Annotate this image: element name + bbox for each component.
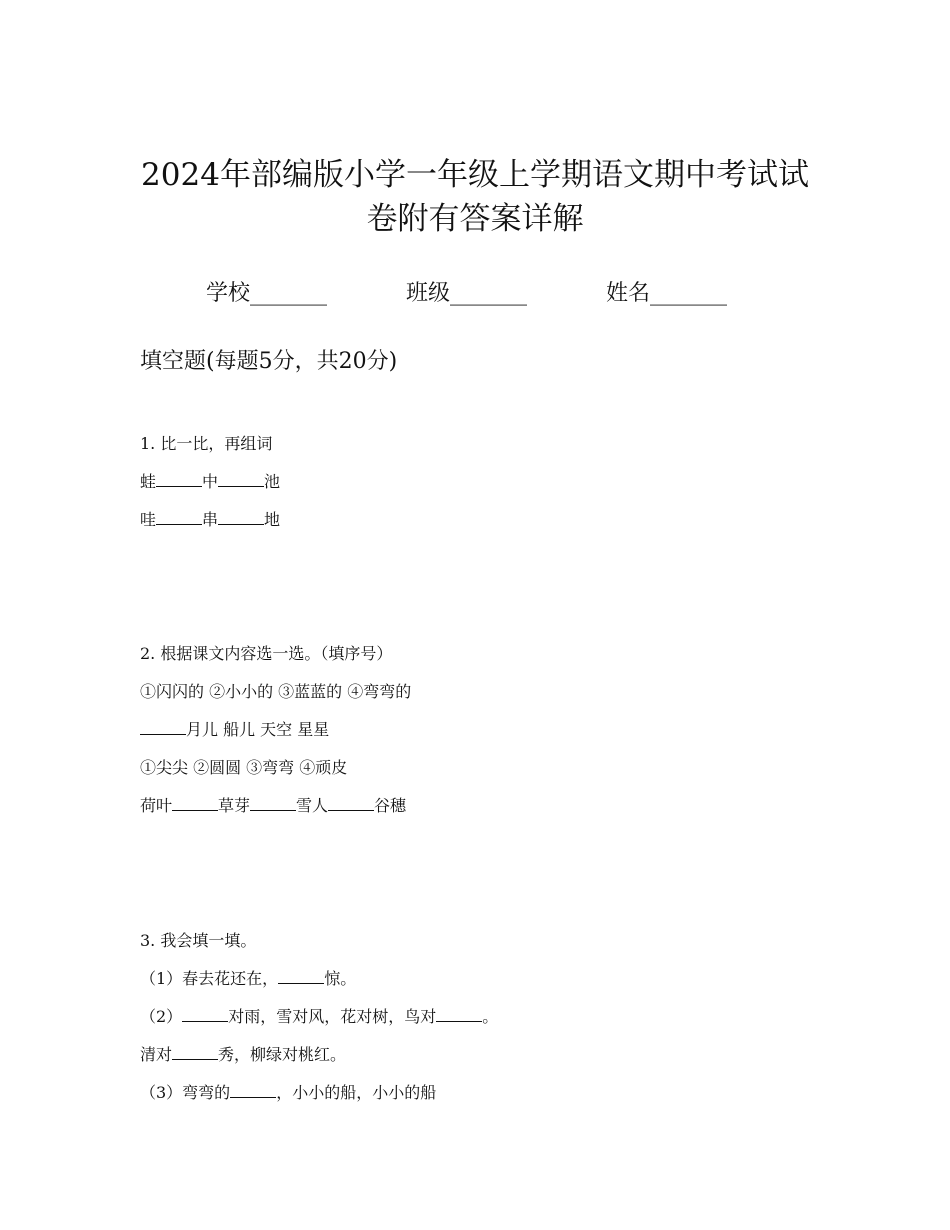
question-3-part-2: [140, 1007, 498, 1027]
char: 哇: [140, 510, 157, 529]
char: 串: [202, 510, 219, 529]
text: （3）弯弯的: [140, 1083, 231, 1102]
text: （1）春去花还在，: [140, 969, 279, 988]
text: 对雨，雪对风，花对树，鸟对: [228, 1007, 437, 1026]
question-1-row-1: [140, 472, 280, 492]
question-1-stem: 1. 比一比，再组词: [140, 434, 273, 453]
answer-blank[interactable]: [156, 510, 202, 525]
word: 草芽: [218, 796, 251, 815]
word: 荷叶: [140, 796, 173, 815]
answer-blank[interactable]: [278, 969, 324, 984]
question-2-options-1: ①闪闪的 ②小小的 ③蓝蓝的 ④弯弯的: [140, 682, 412, 701]
char: 中: [202, 472, 219, 491]
name-field-label: 姓名_______: [606, 281, 728, 306]
answer-blank[interactable]: [436, 1007, 482, 1022]
section-heading: 填空题(每题5分，共20分): [140, 349, 398, 374]
question-2-stem: 2. 根据课文内容选一选。（填序号）: [140, 644, 393, 663]
answer-blank[interactable]: [156, 472, 202, 487]
answer-blank[interactable]: [250, 796, 296, 811]
word: 谷穗: [374, 796, 407, 815]
char: 池: [264, 472, 281, 491]
answer-blank[interactable]: [218, 472, 264, 487]
answer-blank[interactable]: [172, 1045, 218, 1060]
row-text: 月儿 船儿 天空 星星: [186, 720, 330, 739]
answer-blank[interactable]: [182, 1007, 228, 1022]
question-3-part-3: [140, 1083, 436, 1103]
document-title-line-1: 2024年部编版小学一年级上学期语文期中考试试: [141, 157, 809, 193]
document-title-line-2: 卷附有答案详解: [366, 201, 584, 237]
answer-blank[interactable]: [328, 796, 374, 811]
question-1-row-2: [140, 510, 280, 530]
question-2-row-2: [140, 796, 406, 816]
answer-blank[interactable]: [172, 796, 218, 811]
question-2-options-2: ①尖尖 ②圆圆 ③弯弯 ④顽皮: [140, 758, 348, 777]
char: 蛙: [140, 472, 157, 491]
text: 秀，柳绿对桃红。: [218, 1045, 347, 1064]
question-2-row-1: [140, 720, 329, 740]
class-field-label: 班级_______: [406, 281, 528, 306]
school-field-label: 学校_______: [206, 281, 328, 306]
word: 雪人: [296, 796, 329, 815]
answer-blank[interactable]: [218, 510, 264, 525]
answer-blank[interactable]: [140, 720, 186, 735]
text: 。: [482, 1007, 499, 1026]
text: （2）: [140, 1007, 183, 1026]
text: 清对: [140, 1045, 173, 1064]
question-3-part-1: [140, 969, 356, 989]
text: 惊。: [324, 969, 357, 988]
question-3-stem: 3. 我会填一填。: [140, 931, 257, 950]
text: ，小小的船，小小的船: [276, 1083, 437, 1102]
question-3-part-2-continued: [140, 1045, 346, 1065]
answer-blank[interactable]: [230, 1083, 276, 1098]
char: 地: [264, 510, 281, 529]
